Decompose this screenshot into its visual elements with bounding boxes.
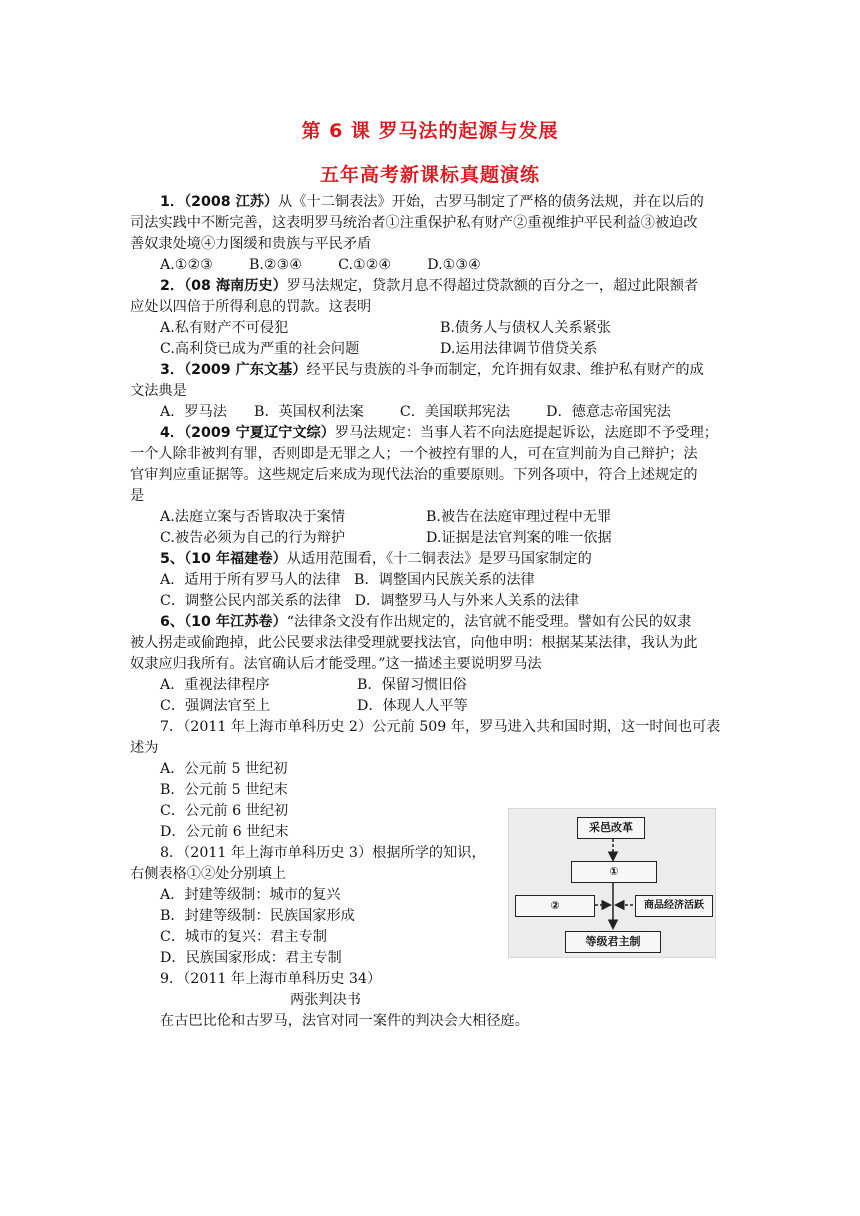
q4-line-1: [160, 423, 735, 444]
q8-option-d: D．民族国家形成：君主专制: [160, 950, 342, 966]
q8-option-a: A．封建等级制：城市的复兴: [160, 887, 341, 903]
q5-source: 5、（10 年福建卷）: [160, 551, 287, 567]
q3-options: A．罗马法 B．英国权利法案 C．美国联邦宪法 D．德意志帝国宪法: [160, 404, 671, 420]
q6-text: “法律条文没有作出规定的，法官就不能受理。譬如有公民的奴隶: [286, 614, 692, 630]
q6-line-1: [160, 612, 735, 633]
q1-options: A.①②③ B.②③④ C.①②④ D.①③④: [160, 257, 481, 273]
q8-option-b: B．封建等级制：民族国家形成: [160, 908, 355, 924]
q7-line-2: 述为: [130, 740, 159, 756]
q1-source: 1．（2008 江苏）: [160, 194, 279, 210]
q6-option-c: C．强调法官至上: [160, 698, 271, 714]
q6-line-3: 奴隶应归我所有。法官确认后才能受理。”这一描述主要说明罗马法: [130, 656, 542, 672]
q2-option-a: A.私有财产不可侵犯: [160, 320, 289, 336]
q6-line-2: 被人拐走或偷跑掉，此公民要求法律受理就要找法官，向他申明：根据某某法律，我认为此: [130, 635, 698, 651]
q6-option-a: A．重视法律程序: [160, 677, 270, 693]
q4-line-4: 是: [130, 488, 145, 504]
q2-option-b: B.债务人与债权人关系紧张: [440, 320, 611, 336]
q9-line-2: 在古巴比伦和古罗马，法官对同一案件的判决会大相径庭。: [160, 1013, 529, 1029]
diagram-box-2: ②: [515, 895, 595, 917]
q2-line-2: 应处以四倍于所得利息的罚款。这表明: [130, 299, 372, 315]
q5-options-2: C．调整公民内部关系的法律 D．调整罗马人与外来人关系的法律: [160, 593, 579, 609]
q4-option-d: D.证据是法官判案的唯一依据: [426, 530, 612, 546]
q7-option-a: A．公元前 5 世纪初: [160, 761, 288, 777]
lesson-title: 第 6 课 罗马法的起源与发展: [301, 120, 559, 142]
q6-option-d: D．体现人人平等: [357, 698, 468, 714]
q5-options-1: A．适用于所有罗马人的法律 B．调整国内民族关系的法律: [160, 572, 535, 588]
q8-flow-diagram: [508, 808, 716, 958]
section-subtitle: 五年高考新课标真题演练: [319, 164, 540, 186]
q7-option-d: D．公元前 6 世纪末: [160, 824, 289, 840]
q3-line-2: 文法典是: [130, 383, 187, 399]
q3-text: 经平民与贵族的斗争而制定，允许拥有奴隶、维护私有财产的成: [306, 362, 704, 378]
q1-line-1: [160, 192, 735, 213]
diagram-box-1: ①: [571, 861, 657, 883]
q2-source: 2．（08 海南历史）: [160, 278, 287, 294]
q5-line-1: [160, 549, 735, 570]
q4-line-2: 一个人除非被判有罪，否则即是无罪之人；一个被控有罪的人，可在宣判前为自己辩护；法: [130, 446, 698, 462]
q4-text: 罗马法规定：当事人若不向法庭提起诉讼，法庭即不予受理；: [334, 425, 718, 441]
q7-line-1: 7．（2011 年上海市单科历史 2）公元前 509 年，罗马进入共和国时期，这一时间也可表: [160, 719, 721, 735]
q6-source: 6、（10 年江苏卷）: [160, 614, 287, 630]
q1-text: 从《十二铜表法》开始，古罗马制定了严格的债务法规，并在以后的: [278, 194, 704, 210]
q4-option-a: A.法庭立案与否皆取决于案情: [160, 509, 346, 525]
q2-option-c: C.高利贷已成为严重的社会问题: [160, 341, 360, 357]
q4-option-c: C.被告必须为自己的行为辩护: [160, 530, 346, 546]
q1-line-3: 善奴隶处境④力图缓和贵族与平民矛盾: [130, 236, 372, 252]
q3-line-1: [160, 360, 735, 381]
q6-option-b: B．保留习惯旧俗: [357, 677, 467, 693]
q7-option-b: B．公元前 5 世纪末: [160, 782, 288, 798]
q4-line-3: 官审判应重证据等。这些规定后来成为现代法治的重要原则。下列各项中，符合上述规定的: [130, 467, 698, 483]
q8-line-2: 右侧表格①②处分别填上: [130, 866, 287, 882]
q2-text: 罗马法规定，贷款月息不得超过贷款额的百分之一，超过此限额者: [286, 278, 699, 294]
q9-heading: 两张判决书: [290, 992, 361, 1008]
diagram-box-right: 商品经济活跃: [635, 895, 713, 917]
q9-line-1: 9．（2011 年上海市单科历史 34）: [160, 971, 382, 987]
q4-source: 4．（2009 宁夏辽宁文综）: [160, 425, 335, 441]
diagram-box-bottom: 等级君主制: [565, 931, 661, 953]
q3-source: 3．（2009 广东文基）: [160, 362, 307, 378]
q5-text: 从适用范围看，《十二铜表法》是罗马国家制定的: [286, 551, 592, 567]
q8-option-c: C．城市的复兴：君主专制: [160, 929, 327, 945]
q2-line-1: [160, 276, 735, 297]
q1-line-2: 司法实践中不断完善，这表明罗马统治者①注重保护私有财产②重视维护平民利益③被迫改: [130, 215, 698, 231]
diagram-box-top: 采邑改革: [577, 817, 645, 839]
q7-option-c: C．公元前 6 世纪初: [160, 803, 289, 819]
q4-option-b: B.被告在法庭审理过程中无罪: [426, 509, 612, 525]
q2-option-d: D.运用法律调节借贷关系: [440, 341, 598, 357]
q8-line-1: 8．（2011 年上海市单科历史 3）根据所学的知识，: [160, 845, 486, 861]
